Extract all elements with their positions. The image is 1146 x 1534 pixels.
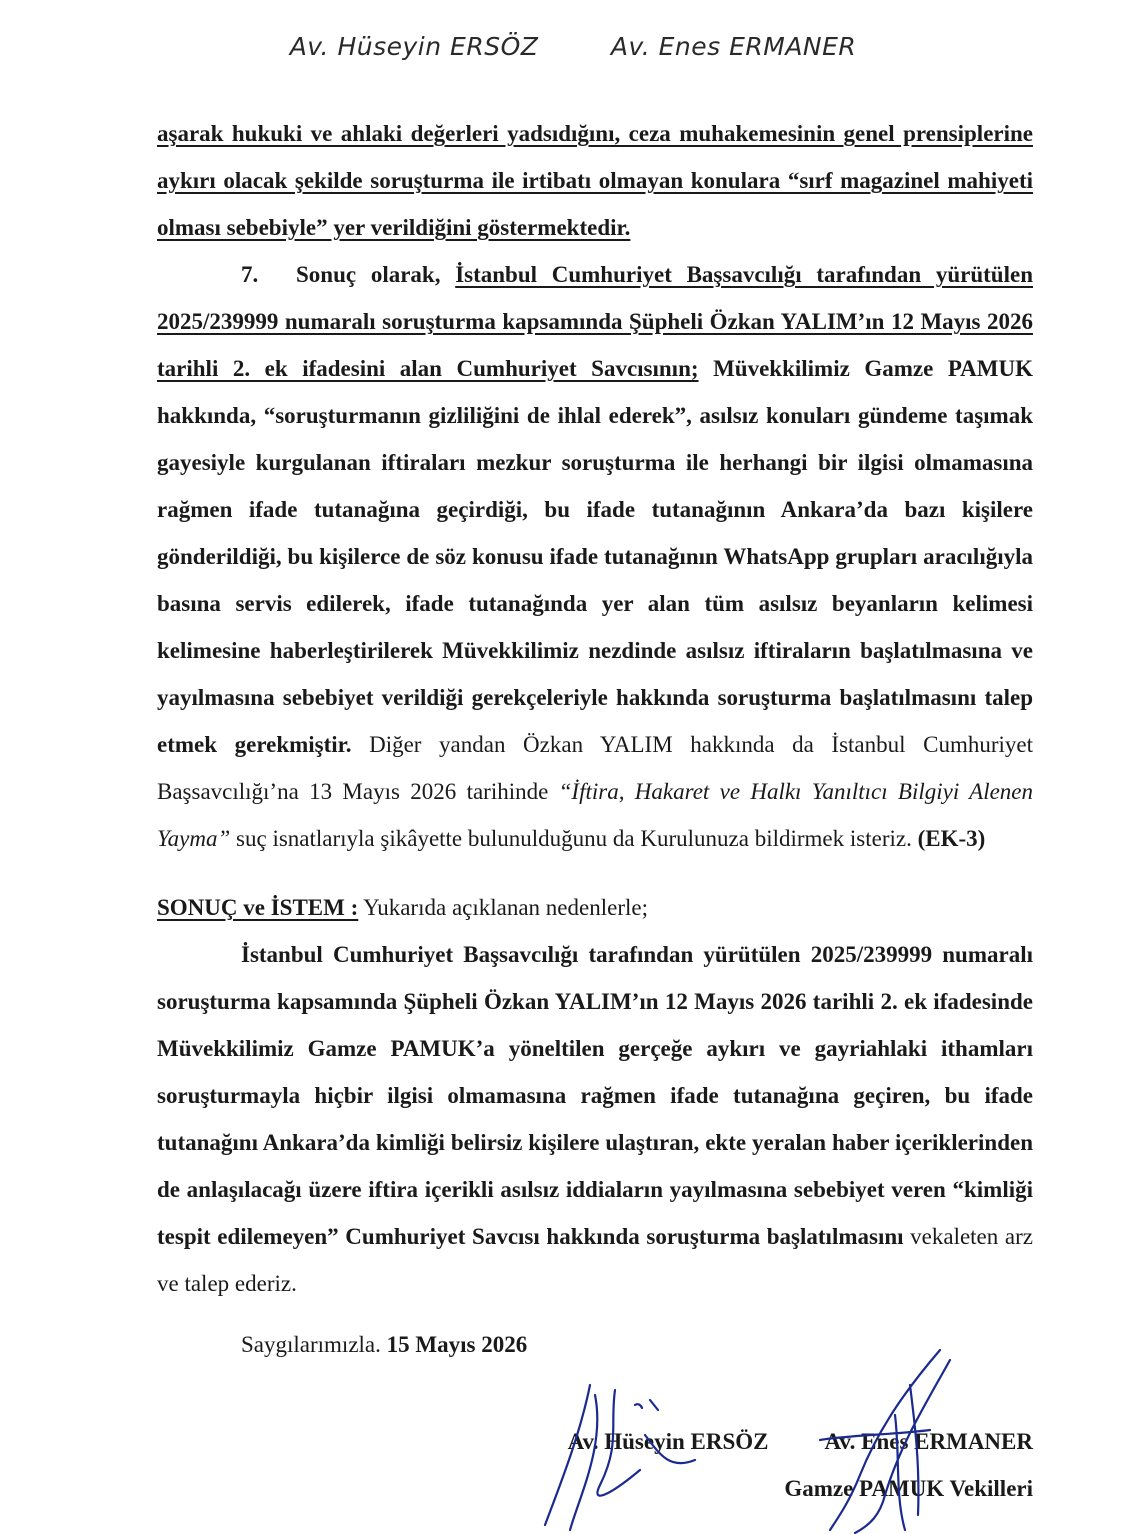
closing-greeting: Saygılarımızla.: [241, 1332, 387, 1357]
letterhead-lawyer-2: Av. Enes ERMANER: [610, 32, 857, 61]
signatory-1: Av. Hüseyin ERSÖZ: [567, 1429, 769, 1454]
signatory-role: Gamze PAMUK Vekilleri: [784, 1476, 1033, 1501]
paragraph-continued: aşarak hukuki ve ahlaki değerleri yadsıdığını, ceza muhakemesinin genel prensiplerine aykırı olacak şekilde soruşturma ile irtibatı olmayan konulara “sırf magazinel mahiyeti olması sebebiyle” yer verildiğini göstermektedir.: [157, 121, 1033, 240]
closing-date: 15 Mayıs 2026: [386, 1332, 528, 1357]
result-body-end: vekaleten arz ve talep ederiz.: [157, 1224, 1033, 1296]
annex-reference: (EK-3): [917, 826, 986, 851]
result-heading: SONUÇ ve İSTEM :: [157, 895, 359, 920]
paragraph-7-bold: Müvekkilimiz Gamze PAMUK hakkında, “soruşturmanın gizliliğini de ihlal ederek”, asılsız konuları gündeme taşımak gayesiyle kurgulanan iftiraları mezkur soruşturma ile herhangi bir ilgisi olmamasına rağmen ifade tutanağına geçirdiği, bu ifade tutanağının Ankara’da bazı kişilere gönderildiği, bu kişilerce de söz konusu ifade tutanağının WhatsApp grupları aracılığıyla basına servis edilerek, ifade tutanağında yer alan tüm asılsız beyanların kelimesi kelimesine haberleştirilerek Müvekkilimiz nezdinde asılsız iftiraların başlatılmasına ve yayılmasına sebebiyet verildiği gerekçeleriyle hakkında soruşturma başlatılmasını talep etmek gerekmiştir.: [157, 356, 1033, 757]
paragraph-7-underlined: İstanbul Cumhuriyet Başsavcılığı tarafından yürütülen 2025/239999 numaralı soruşturma kapsamında Şüpheli Özkan YALIM’ın 12 Mayıs 2026 tarihli 2. ek ifadesini alan Cumhuriyet Savcısının;: [157, 262, 1033, 381]
signature-block: [157, 1418, 1033, 1512]
closing-line: [157, 1321, 1033, 1368]
letterhead-lawyer-1: Av. Hüseyin ERSÖZ: [289, 32, 539, 61]
document-body: [157, 110, 1033, 1368]
letterhead: [0, 32, 1146, 61]
paragraph-number: 7.: [241, 262, 259, 287]
result-heading-line: [157, 884, 1033, 931]
signatory-2: Av. Enes ERMANER: [824, 1429, 1033, 1454]
paragraph-7-normal-2: suç isnatlarıyla şikâyette bulunulduğunu da Kurulunuza bildirmek isteriz.: [230, 826, 918, 851]
result-body-bold: İstanbul Cumhuriyet Başsavcılığı tarafından yürütülen 2025/239999 numaralı soruşturma kapsamında Şüpheli Özkan YALIM’ın 12 Mayıs 2026 tarihli 2. ek ifadesinde Müvekkilimiz Gamze PAMUK’a yöneltilen gerçeğe aykırı ve gayriahlaki ithamları soruşturmayla hiçbir ilgisi olmamasına rağmen ifade tutanağına geçiren, bu ifade tutanağını Ankara’da kimliği belirsiz kişilere ulaştıran, ekte yeralan haber içeriklerinden de anlaşılacağı üzere iftira içerikli asılsız iddiaların yayılmasına sebebiyet veren “kimliği tespit edilemeyen” Cumhuriyet Savcısı hakkında soruşturma başlatılmasını: [157, 942, 1033, 1249]
paragraph-7-normal-1: Diğer yandan Özkan YALIM hakkında da İstanbul Cumhuriyet Başsavcılığı’na 13 Mayıs 2026 tarihinde: [157, 732, 1033, 804]
result-body: [157, 931, 1033, 1307]
paragraph-7-lead: Sonuç olarak,: [296, 262, 456, 287]
result-intro: Yukarıda açıklanan nedenlerle;: [358, 895, 648, 920]
paragraph-7: [157, 251, 1033, 862]
paragraph-7-italic: “İftira, Hakaret ve Halkı Yanıltıcı Bilgiyi Alenen Yayma”: [157, 779, 1033, 851]
